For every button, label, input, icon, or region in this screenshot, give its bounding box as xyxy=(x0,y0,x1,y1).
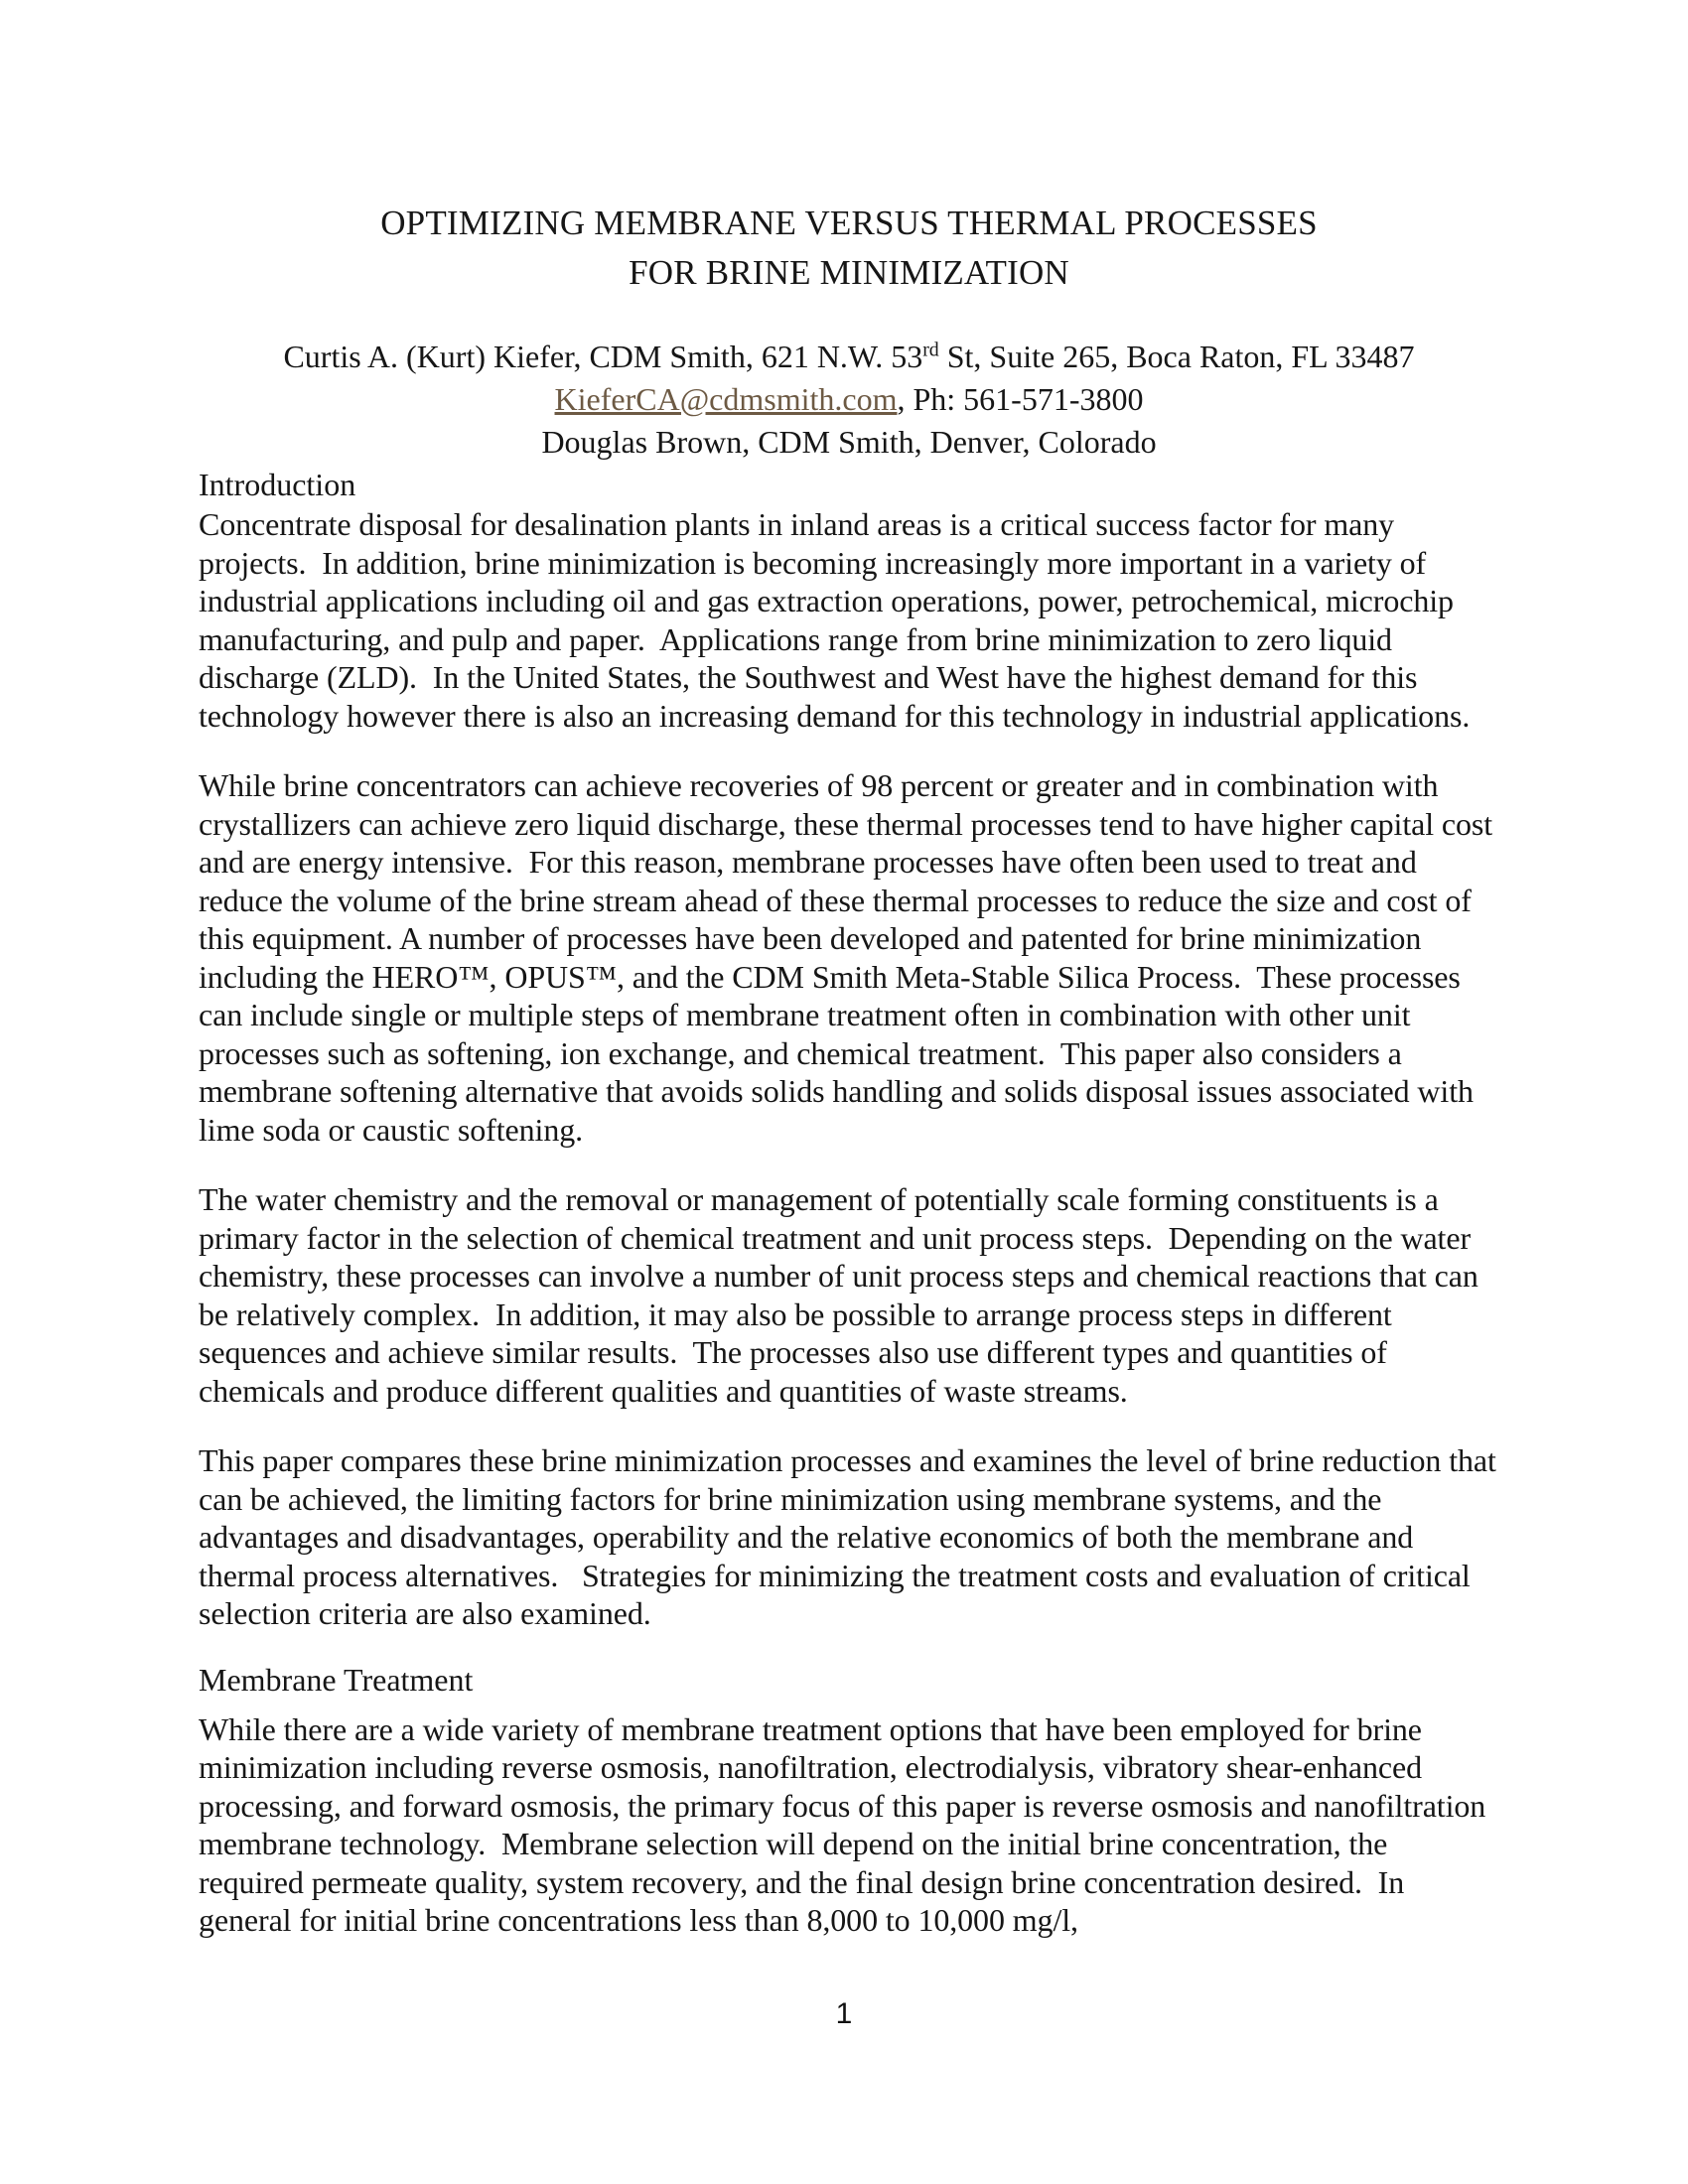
page-content xyxy=(199,0,1504,1940)
paper-title xyxy=(199,199,1499,298)
author-address-pre: Curtis A. (Kurt) Kiefer, CDM Smith, 621 N.W. 53 xyxy=(283,339,923,374)
paper-title-line2: FOR BRINE MINIMIZATION xyxy=(629,253,1069,292)
author-line-secondary: Douglas Brown, CDM Smith, Denver, Colorado xyxy=(541,424,1157,460)
author-line-primary xyxy=(199,336,1499,378)
paragraph-intro-4: This paper compares these brine minimization processes and examines the level of brine reduction that can be achieved, the limiting factors for brine minimization using membrane systems, and the advantages and disadvantages, operability and the relative economics of both the membrane and thermal process alternatives. Strategies for minimizing the treatment costs and evaluation of critical selection criteria are also examined. xyxy=(199,1442,1504,1631)
paper-title-line1: OPTIMIZING MEMBRANE VERSUS THERMAL PROCESSES xyxy=(380,204,1318,242)
email-link[interactable]: KieferCA@cdmsmith.com xyxy=(554,381,898,417)
author-block xyxy=(199,336,1499,464)
paragraph-intro-1: Concentrate disposal for desalination plants in inland areas is a critical success factor for many projects. In addition, brine minimization is becoming increasingly more important in a variety of industrial applications including oil and gas extraction operations, power, petrochemical, microchip manufacturing, and pulp and paper. Applications range from brine minimization to zero liquid discharge (ZLD). In the United States, the Southwest and West have the highest demand for this technology however there is also an increasing demand for this technology in industrial applications. xyxy=(199,506,1471,734)
contact-line xyxy=(199,378,1499,421)
section-heading-introduction: Introduction xyxy=(199,467,356,502)
page-number: 1 xyxy=(835,1997,853,2030)
section-heading-membrane-treatment: Membrane Treatment xyxy=(199,1661,474,1698)
ordinal-superscript: rd xyxy=(922,339,939,361)
author-address-post: St, Suite 265, Boca Raton, FL 33487 xyxy=(938,339,1415,374)
paragraph-intro-2: While brine concentrators can achieve recoveries of 98 percent or greater and in combination with crystallizers can achieve zero liquid discharge, these thermal processes tend to have higher capital cost and are energy intensive. For this reason, membrane processes have often been used to treat and reduce the volume of the brine stream ahead of these thermal processes to reduce the size and cost of this equipment. A number of processes have been developed and patented for brine minimization including the HERO™, OPUS™, and the CDM Smith Meta-Stable Silica Process. These processes can include single or multiple steps of membrane treatment often in combination with other unit processes such as softening, ion exchange, and chemical treatment. This paper also considers a membrane softening alternative that avoids solids handling and solids disposal issues associated with lime soda or caustic softening. xyxy=(199,767,1500,1148)
phone-text: , Ph: 561-571-3800 xyxy=(897,381,1144,417)
paragraph-membrane-1: While there are a wide variety of membrane treatment options that have been employed for brine minimization including reverse osmosis, nanofiltration, electrodialysis, vibratory shear-enhanced processing, and forward osmosis, the primary focus of this paper is reverse osmosis and nanofiltration membrane technology. Membrane selection will depend on the initial brine concentration, the required permeate quality, system recovery, and the final design brine concentration desired. In general for initial brine concentrations less than 8,000 to 10,000 mg/l, xyxy=(199,1710,1494,1938)
paragraph-intro-3: The water chemistry and the removal or management of potentially scale forming constituents is a primary factor in the selection of chemical treatment and unit process steps. Depending on the water chemistry, these processes can involve a number of unit process steps and chemical reactions that can be relatively complex. In addition, it may also be possible to arrange process steps in different sequences and achieve similar results. The processes also use different types and quantities of chemicals and produce different qualities and quantities of waste streams. xyxy=(199,1181,1486,1409)
